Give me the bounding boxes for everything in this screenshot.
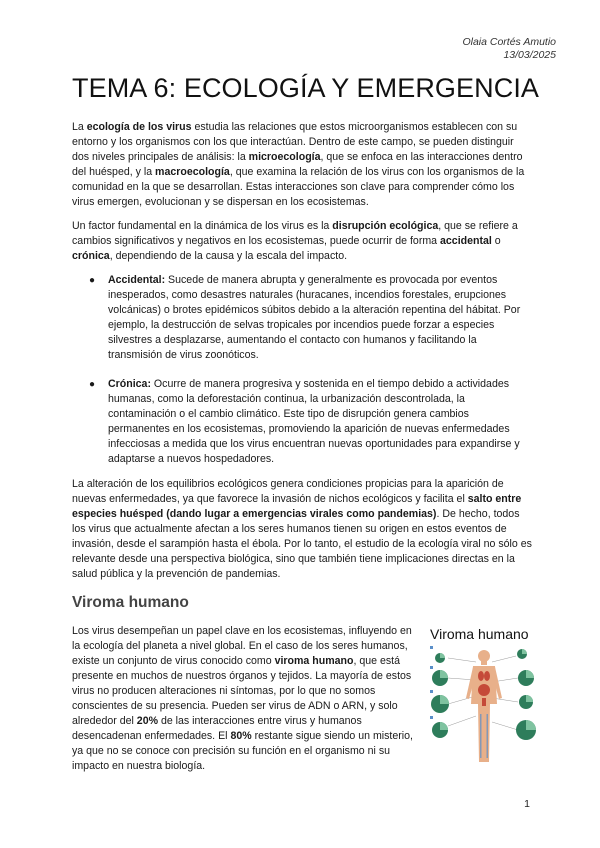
list-item xyxy=(89,273,532,363)
paragraph-disruption: Un factor fundamental en la dinámica de los virus es la disrupción ecológica, que se refiere a cambios significativos y negativos en los ecosistemas, puede ocurrir de forma accidental o crónica, dependiendo de la causa y la escala del impacto. xyxy=(72,220,518,262)
list-item-term: Accidental: xyxy=(108,274,166,286)
bullet-marker: ● xyxy=(89,379,96,390)
list-item-term: Crónica: xyxy=(108,378,151,390)
page-title: TEMA 6: ECOLOGÍA Y EMERGENCIA xyxy=(72,73,540,103)
paragraph-virome: Los virus desempeñan un papel clave en los ecosistemas, influyendo en la ecología del planeta a nivel global. En el caso de los seres humanos, existe un conjunto de virus conocido como viroma humano, que está presente en muchos de nuestros órganos y tejidos. La mayoría de estos virus no producen alteraciones ni síntomas, por lo que no somos conscientes de su presencia. Pueden ser virus de ADN o ARN, y solo alrededor del 20% de las interacciones entre virus y humanos desencadenan enfermedades. El 80% restante sigue siendo un misterio, ya que no se conoce con precisión su función en el organismo ni su impacto en nuestra biología. xyxy=(72,625,413,772)
virome-illustration xyxy=(426,626,542,766)
figure-title: Viroma humano xyxy=(430,626,529,642)
paragraph-equilibrium: La alteración de los equilibrios ecológicos genera condiciones propicias para la aparición de nuevas enfermedades, ya que favorece la invasión de nichos ecológicos y facilita el salto entre especies huésped (dando lugar a emergencias virales como pandemias). De hecho, todos los virus que actualmente afectan a los seres humanos tienen su origen en estos eventos de invasión, desde el sarampión hasta el ébola. Por lo tanto, el estudio de la ecología viral no sólo es relevante desde una perspectiva biológica, sino que también tiene implicaciones directas en la salud pública y la prevención de pandemias. xyxy=(72,478,532,580)
bullet-marker: ● xyxy=(89,275,96,286)
author-name: Olaia Cortés Amutio xyxy=(462,36,556,48)
list-item-text: Ocurre de manera progresiva y sostenida en el tiempo debido a actividades humanas, como la deforestación continua, la urbanización descontrolada, la contaminación o el cambio climático. Este tipo de disrupción genera cambios permanentes en los ecosistemas, promoviendo la aparición de nuevas enfermedades infecciosas a medida que los virus encuentran nuevas oportunidades para expandirse y adaptarse a nuevos hospedadores. xyxy=(108,378,520,465)
list-item-text: Sucede de manera abrupta y generalmente es provocada por eventos inesperados, como desastres naturales (huracanes, incendios forestales, erupciones volcánicas) o brotes epidémicos súbitos debido a la alteración repentina del hábitat. Por ejemplo, la destrucción de selvas tropicales por incendios puede forzar a especies silvestres a desplazarse, aumentando el contacto con humanos y facilitando la transmisión de virus zoonóticos. xyxy=(108,274,521,361)
page-number: 1 xyxy=(524,798,530,810)
list-item xyxy=(89,377,532,467)
section-subtitle: Viroma humano xyxy=(72,594,189,611)
header-meta xyxy=(462,36,556,62)
virome-figure xyxy=(426,626,542,766)
paragraph-intro: La ecología de los virus estudia las relaciones que estos microorganismos establecen con su entorno y los organismos con los que interactúan. Dentro de este campo, se pueden distinguir dos niveles principales de análisis: la microecología, que se enfoca en las interacciones dentro del huésped, y la macroecología, que examina la relación de los virus con los organismos de la comunidad en la que se desarrollan. Estas interacciones son clave para comprender cómo los virus emergen, evolucionan y se dispersan en los ecosistemas. xyxy=(72,121,525,208)
document-date: 13/03/2025 xyxy=(503,49,556,61)
